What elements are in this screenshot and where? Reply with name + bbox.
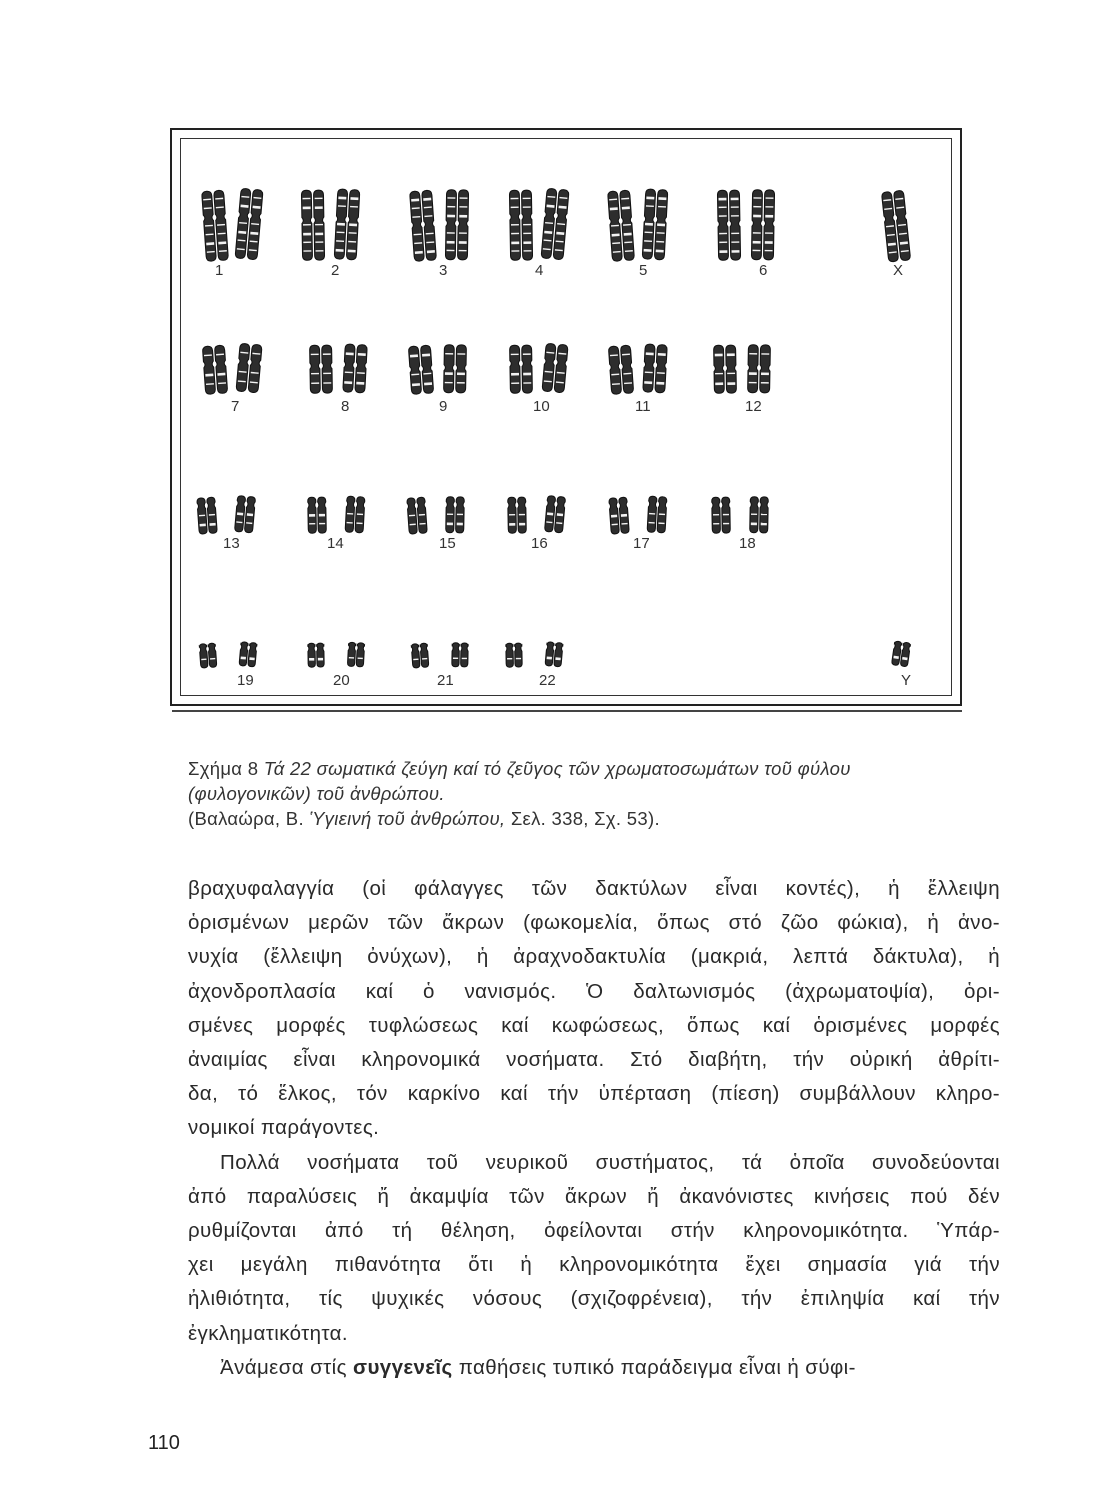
chromosome-label-19: 19 — [237, 672, 254, 689]
chromosome — [608, 190, 635, 261]
p1-line-2: ὁρισμένων μερῶν τῶν ἄκρων (φωκομελία, ὅπως στό ζῶο φώκια), ἡ ἀνο- — [188, 911, 1000, 935]
p2-line-3: ρυθμίζονται ἀπό τή θέληση, ὀφείλονται στήν κληρονομικότητα. Ὑπάρ- — [188, 1219, 1000, 1243]
chromosome-label-4: 4 — [535, 262, 544, 279]
chromosome-drawing-14 — [304, 497, 368, 533]
chromosome-label-11: 11 — [635, 398, 651, 415]
caption-line-1 — [188, 756, 988, 781]
chromosome — [407, 497, 427, 534]
chromosome — [410, 190, 437, 261]
chromosome-label-10: 10 — [533, 398, 550, 415]
chromosome — [509, 190, 532, 260]
p1-line-7: δα, τό ἕλκος, τόν καρκίνο καί τήν ὑπέρταση (πίεση) συμβάλλουν κληρο- — [188, 1082, 1000, 1106]
chromosome — [347, 642, 364, 667]
chromosome-drawing-1 — [200, 190, 264, 260]
chromosome-label-15: 15 — [439, 535, 456, 552]
chromosome-drawing-21 — [408, 643, 472, 667]
chromosome — [452, 643, 468, 667]
p1-line-5: σμένες μορφές τυφλώσεως καί κωφώσεως, ὅπως καί ὁρισμένες μορφές — [188, 1013, 1000, 1037]
chromosome-drawing-4 — [506, 190, 570, 260]
chromosome — [506, 643, 522, 667]
chromosome-drawing-12 — [710, 345, 774, 393]
chromosome-drawing-2 — [298, 190, 362, 260]
chromosome — [751, 190, 774, 260]
chromosome-label-5: 5 — [639, 262, 648, 279]
paragraph-1 — [188, 872, 1000, 1146]
paragraph-3 — [188, 1351, 1000, 1385]
p1-line-4: ἀχονδροπλασία καί ὁ νανισμός. Ὁ δαλτωνισμός (ἀχρωματοψία), ὁρι- — [188, 979, 1000, 1003]
chromosome-drawing-13 — [194, 497, 258, 533]
chromosome-drawing-3 — [408, 190, 472, 260]
chromosome-drawing-6 — [714, 190, 778, 260]
caption-source-pre: (Βαλαώρα, Β. — [188, 808, 310, 829]
chromosome — [234, 495, 255, 532]
chromosome — [712, 497, 731, 533]
chromosome — [609, 497, 629, 534]
chromosome — [541, 188, 569, 260]
chromosome-label-x: X — [893, 262, 904, 279]
chromosome-drawing-5 — [606, 190, 670, 260]
chromosome — [301, 190, 324, 260]
chromosome — [446, 497, 465, 533]
chromosome — [197, 497, 217, 534]
chromosome-label-13: 13 — [223, 535, 240, 552]
caption-prefix: Σχήμα 8 — [188, 758, 259, 779]
caption-title-line-1: Τά 22 σωματικά ζεύγη καί τό ζεῦγος τῶν χρωματοσωμάτων τοῦ φύλου — [263, 758, 851, 779]
chromosome-drawing-17 — [606, 497, 670, 533]
p1-line-3: νυχία (ἔλλειψη ὀνύχων), ἡ ἀραχνοδακτυλία (μακριά, λεπτά δάκτυλα), ἡ — [188, 945, 1000, 969]
chromosome-label-18: 18 — [739, 535, 756, 552]
chromosome-drawing-10 — [506, 345, 570, 393]
chromosome-drawing-22 — [502, 643, 566, 667]
paragraph-2 — [188, 1146, 1000, 1351]
chromosome — [714, 345, 737, 393]
chromosome-drawing-9 — [406, 345, 470, 393]
chromosome-drawing-y — [891, 643, 921, 667]
chromosome-label-20: 20 — [333, 672, 350, 689]
p2-line-4: χει μεγάλη πιθανότητα ὅτι ἡ κληρονομικότητα ἔχει σημασία γιά τήν — [188, 1253, 1000, 1277]
chromosome-label-16: 16 — [531, 535, 548, 552]
figure-bottom-rule — [172, 710, 962, 712]
chromosome-label-21: 21 — [437, 672, 454, 689]
paragraph-3-post: παθήσεις τυπικό παράδειγμα εἶναι ἡ σύφι- — [452, 1355, 856, 1379]
p2-line-5: ἠλιθιότητα, τίς ψυχικές νόσους (σχιζοφρένεια), τήν ἐπιληψία καί τήν — [188, 1287, 1000, 1311]
chromosome-drawing-11 — [606, 345, 670, 393]
body-text — [188, 872, 1000, 1385]
chromosome-label-2: 2 — [331, 262, 340, 279]
chromosome-drawing-8 — [306, 345, 370, 393]
chromosome — [308, 643, 324, 667]
chromosome — [308, 497, 327, 533]
chromosome — [199, 643, 217, 668]
chromosome — [343, 344, 367, 393]
chromosome-drawing-15 — [404, 497, 468, 533]
chromosome — [891, 641, 910, 667]
chromosome — [717, 190, 740, 260]
chromosome — [444, 345, 467, 393]
chromosome — [345, 496, 365, 533]
chromosome-label-3: 3 — [439, 262, 448, 279]
paragraph-3-pre: Ἀνάμεσα στίς — [220, 1355, 354, 1379]
figure-caption — [188, 756, 988, 831]
chromosome-drawing-16 — [504, 497, 568, 533]
chromosome — [647, 496, 667, 533]
chromosome — [202, 190, 229, 261]
chromosome-label-8: 8 — [341, 398, 350, 415]
chromosome — [748, 345, 771, 393]
chromosome-label-12: 12 — [745, 398, 762, 415]
chromosome — [642, 189, 668, 260]
paragraph-3-bold-term: συγγενεῖς — [353, 1355, 453, 1379]
chromosome — [881, 190, 910, 262]
chromosome-drawing-x — [883, 190, 913, 260]
chromosome — [608, 345, 633, 394]
chromosome-label-y: Y — [901, 672, 912, 689]
chromosome-drawing-20 — [304, 643, 368, 667]
caption-title-line-2: (φυλογονικῶν) τοῦ ἀνθρώπου. — [188, 783, 445, 804]
caption-source-post: Σελ. 338, Σχ. 53). — [505, 808, 660, 829]
chromosome-label-7: 7 — [231, 398, 240, 415]
chromosome — [310, 345, 333, 393]
chromosome — [508, 497, 527, 533]
caption-source-title: Ὑγιεινή τοῦ ἀνθρώπου, — [309, 808, 506, 829]
chromosome — [643, 344, 667, 393]
p2-line-6: ἐγκληματικότητα. — [188, 1321, 348, 1345]
chromosome-label-9: 9 — [439, 398, 448, 415]
chromosome — [411, 643, 429, 668]
chromosome — [235, 188, 263, 260]
chromosome — [510, 345, 533, 393]
chromosome-label-17: 17 — [633, 535, 650, 552]
chromosome-label-6: 6 — [759, 262, 768, 279]
chromosome — [202, 345, 227, 394]
page-number: 110 — [148, 1432, 180, 1454]
chromosome — [544, 495, 565, 532]
chromosome-label-1: 1 — [215, 262, 224, 279]
chromosome-drawing-18 — [708, 497, 772, 533]
chromosome — [750, 497, 769, 533]
chromosome — [545, 642, 563, 667]
chromosome-drawing-19 — [196, 643, 260, 667]
chromosome — [239, 642, 257, 667]
chromosome — [542, 343, 568, 393]
p2-line-1: Πολλά νοσήματα τοῦ νευρικοῦ συστήματος, τά ὁποῖα συνοδεύονται — [220, 1150, 1000, 1174]
p1-line-8: νομικοί παράγοντες. — [188, 1116, 380, 1140]
chromosome-label-14: 14 — [327, 535, 344, 552]
caption-source — [188, 806, 988, 831]
chromosome-label-22: 22 — [539, 672, 556, 689]
chromosome — [236, 343, 262, 393]
p1-line-6: ἀναιμίας εἶναι κληρονομικά νοσήματα. Στό διαβήτη, τήν οὐρική ἀθρίτι- — [188, 1048, 1000, 1072]
p2-line-2: ἀπό παραλύσεις ἤ ἀκαμψία τῶν ἄκρων ἤ ἀκανόνιστες κινήσεις πού δέν — [188, 1184, 1000, 1208]
chromosome-drawing-7 — [200, 345, 264, 393]
chromosome — [334, 189, 360, 260]
chromosome — [408, 345, 433, 394]
p1-line-1: βραχυφαλαγγία (οἱ φάλαγγες τῶν δακτύλων εἶναι κοντές), ἡ ἔλλειψη — [188, 877, 1000, 900]
chromosome — [445, 190, 468, 260]
paragraph-3-line-1 — [188, 1351, 1000, 1385]
